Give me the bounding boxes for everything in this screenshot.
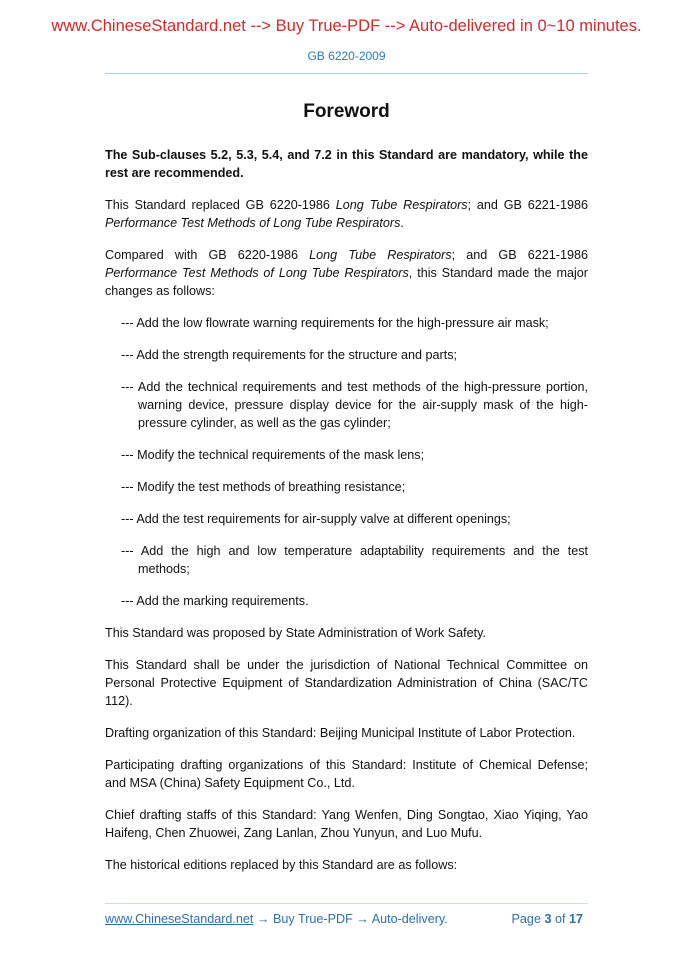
change-item: --- Add the low flowrate warning requirements for the high-pressure air mask; (121, 316, 549, 330)
change-item: --- Modify the test methods of breathing resistance; (121, 480, 406, 494)
title-ref: Performance Test Methods of Long Tube Respirators (105, 266, 409, 280)
page-indicator (512, 912, 583, 926)
page-title: Foreword (303, 101, 390, 122)
replaced-paragraph (105, 196, 588, 232)
footer-link[interactable]: www.ChineseStandard.net (105, 912, 254, 926)
title-ref: Performance Test Methods of Long Tube Respirators (105, 216, 401, 230)
page-current: 3 (544, 912, 552, 926)
change-item: --- Add the high and low temperature adaptability requirements and the test methods; (121, 544, 588, 576)
promo-banner[interactable]: www.ChineseStandard.net --> Buy True-PDF --> Auto-delivered in 0~10 minutes. (51, 17, 642, 35)
closing-paragraph: Chief drafting staffs of this Standard: Yang Wenfen, Ding Songtao, Xiao Yiqing, Yao Haifeng, Chen Zhuowei, Zang Lanlan, Zhou Yunyun, and Luo Mufu. (105, 808, 588, 840)
text: ; and GB 6221-1986 (467, 198, 588, 212)
closing-paragraph: This Standard was proposed by State Administration of Work Safety. (105, 626, 487, 640)
closing-paragraph: Participating drafting organizations of this Standard: Institute of Chemical Defense; and MSA (China) Safety Equipment Co., Ltd. (105, 758, 588, 790)
change-item: --- Add the marking requirements. (121, 594, 309, 608)
foreword-body (105, 146, 588, 888)
of-label: of (551, 912, 569, 926)
mandatory-clause: The Sub-clauses 5.2, 5.3, 5.4, and 7.2 in this Standard are mandatory, while the rest are recommended. (105, 148, 588, 180)
closing-paragraph: The historical editions replaced by this Standard are as follows: (105, 858, 458, 872)
page-label: Page (511, 912, 545, 926)
change-item: --- Add the strength requirements for the structure and parts; (121, 348, 457, 362)
standard-code: GB 6220-2009 (307, 49, 386, 63)
header-divider (105, 73, 588, 74)
footer (105, 912, 588, 926)
text: Compared with GB 6220-1986 (105, 248, 310, 262)
footer-tail: → Buy True-PDF → Auto-delivery. (253, 912, 448, 926)
footer-divider (105, 903, 588, 904)
title-ref: Long Tube Respirators (335, 198, 468, 212)
change-item: --- Add the test requirements for air-supply valve at different openings; (121, 512, 511, 526)
change-item: --- Modify the technical requirements of the mask lens; (121, 448, 425, 462)
page-total: 17 (568, 912, 583, 926)
text: , this Standard made the major changes as follows: (105, 266, 588, 298)
text: . (400, 216, 404, 230)
title-ref: Long Tube Respirators (309, 248, 452, 262)
text: This Standard replaced GB 6220-1986 (105, 198, 336, 212)
closing-paragraph: Drafting organization of this Standard: Beijing Municipal Institute of Labor Protection. (105, 726, 576, 740)
change-item: --- Add the technical requirements and test methods of the high-pressure portion, warning device, pressure display device for the air-supply mask of the high-pressure cylinder, as well as the gas cylinder; (121, 380, 588, 430)
compared-paragraph (105, 246, 588, 300)
closing-paragraph: This Standard shall be under the jurisdiction of National Technical Committee on Personal Protective Equipment of Standardization Administration of China (SAC/TC 112). (105, 658, 588, 708)
text: ; and GB 6221-1986 (451, 248, 588, 262)
